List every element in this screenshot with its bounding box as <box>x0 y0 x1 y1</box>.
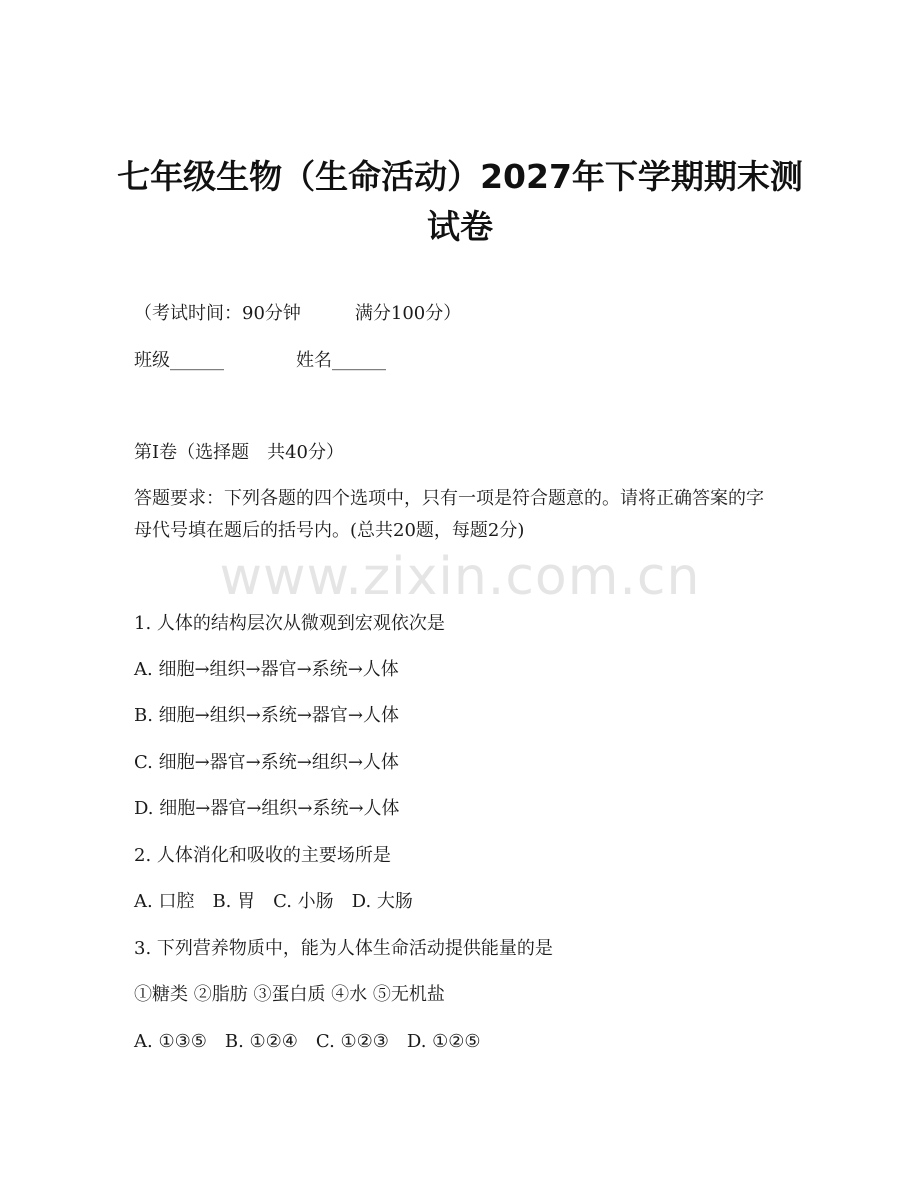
section-heading: 第Ⅰ卷（选择题 共40分） <box>134 442 345 463</box>
question-1-stem: 1. 人体的结构层次从微观到宏观依次是 <box>134 613 445 634</box>
watermark: www.zixin.com.cn <box>219 547 701 607</box>
question-1-option-c: C. 细胞→器官→系统→组织→人体 <box>134 752 399 773</box>
question-2-options: A. 口腔 B. 胃 C. 小肠 D. 大肠 <box>134 891 413 912</box>
question-3-items: ①糖类 ②脂肪 ③蛋白质 ④水 ⑤无机盐 <box>134 984 445 1005</box>
question-2-stem: 2. 人体消化和吸收的主要场所是 <box>134 845 391 866</box>
question-3-stem: 3. 下列营养物质中，能为人体生命活动提供能量的是 <box>134 938 553 959</box>
exam-title: 七年级生物（生命活动）2027年下学期期末测试卷 <box>117 157 803 246</box>
student-info-line: 班级______ 姓名______ <box>134 350 386 371</box>
exam-info: （考试时间：90分钟 满分100分） <box>134 303 462 324</box>
question-1-option-a: A. 细胞→组织→器官→系统→人体 <box>134 659 399 680</box>
question-1-option-d: D. 细胞→器官→组织→系统→人体 <box>134 798 400 819</box>
question-1-option-b: B. 细胞→组织→系统→器官→人体 <box>134 705 399 726</box>
answer-instructions: 答题要求：下列各题的四个选项中，只有一项是符合题意的。请将正确答案的字母代号填在题后的括号内。(总共20题，每题2分) <box>134 488 764 541</box>
question-3-options: A. ①③⑤ B. ①②④ C. ①②③ D. ①②⑤ <box>134 1031 481 1052</box>
